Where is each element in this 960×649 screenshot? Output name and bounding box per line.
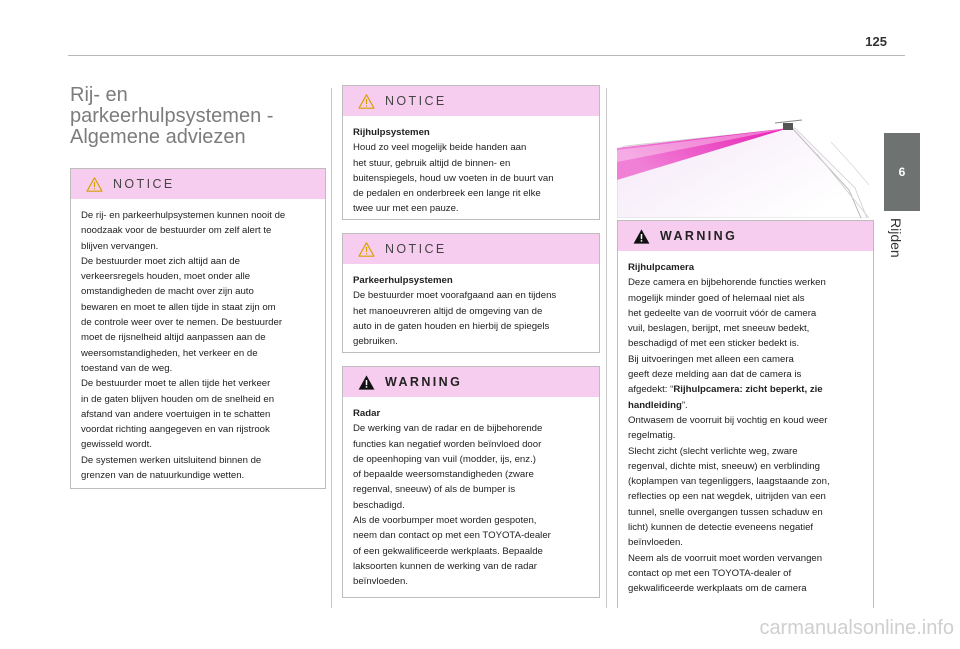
warning-title: Rijhulpcamera — [628, 262, 695, 273]
warning-line: geeft deze melding aan dat de camera is — [628, 369, 802, 381]
chapter-title: Rijden — [888, 218, 904, 258]
warning-line: Slecht zicht (slecht verlichte weg, zware — [628, 445, 798, 457]
warning-triangle-icon — [358, 375, 375, 390]
notice-body — [343, 116, 599, 223]
warning-label: WARNING — [660, 229, 738, 243]
warning-line: Deze camera en bijbehorende functies werken — [628, 277, 826, 289]
notice-line: De bestuurder moet voorafgaand aan en tijdens — [353, 290, 557, 302]
heading-line: parkeerhulpsystemen - — [70, 105, 274, 127]
notice-line: toestand van de weg. — [81, 362, 173, 374]
notice-line: omstandigheden de macht over zijn auto — [81, 286, 254, 298]
notice-line: De bestuurder moet te allen tijde het verkeer — [81, 378, 271, 390]
warning-label: WARNING — [385, 375, 463, 389]
notice-body — [343, 264, 599, 355]
notice-label: NOTICE — [385, 242, 447, 256]
warning-line: licht) kunnen de detectie eveneens negatief — [628, 522, 814, 534]
warning-line: vuil, beslagen, berijpt, met sneeuw bedekt, — [628, 323, 810, 335]
warning-line: Als de voorbumper moet worden gespoten, — [353, 515, 537, 527]
notice-line: twee uur met een pauze. — [353, 203, 459, 215]
notice-body — [71, 199, 325, 489]
notice-line: auto in de gaten houden en hierbij de spiegels — [353, 320, 550, 332]
notice-line: grenzen van de natuurkundige wetten. — [81, 470, 245, 482]
warning-line: (koplampen van tegenliggers, laagstaande zon, — [628, 476, 830, 488]
notice-line: voordat richting aangegeven en van rijstrook — [81, 424, 270, 436]
notice-header — [71, 169, 325, 199]
notice-title: Rijhulpsystemen — [353, 127, 430, 138]
warning-line: of een gekwalificeerde werkplaats. Bepaalde — [353, 545, 543, 557]
notice-line: buitenspiegels, houd uw voeten in de buurt van — [353, 172, 554, 184]
notice-box-rijhulp — [342, 85, 600, 220]
warning-triangle-icon — [633, 229, 650, 244]
column-divider — [606, 88, 607, 608]
notice-line: Houd zo veel mogelijk beide handen aan — [353, 142, 527, 154]
page-number: 125 — [865, 34, 887, 49]
warning-line: Ontwasem de voorruit bij vochtig en koud weer — [628, 414, 828, 426]
warning-line: handleiding”. — [628, 399, 688, 411]
warning-line: afgedekt: “Rijhulpcamera: zicht beperkt, zie — [628, 384, 823, 396]
warning-line: Bij uitvoeringen met alleen een camera — [628, 353, 794, 365]
notice-line: De rij- en parkeerhulpsystemen kunnen nooit de — [81, 210, 286, 221]
warning-line: gekwalificeerde werkplaats om de camera — [628, 583, 807, 595]
warning-box-radar — [342, 366, 600, 598]
warning-line: of bepaalde weersomstandigheden (zware — [353, 469, 534, 481]
chapter-tab[interactable]: 6 — [884, 133, 920, 211]
display-message: handleiding — [628, 399, 682, 411]
warning-line: laksoorten kunnen de werking van de radar — [353, 560, 537, 572]
watermark: carmanualsonline.info — [759, 617, 954, 639]
notice-label: NOTICE — [113, 177, 175, 191]
notice-line: de controle weer over te nemen. De bestuurder — [81, 317, 283, 329]
windscreen-camera-illustration — [617, 110, 870, 218]
notice-line: moet de rijsnelheid altijd aanpassen aan de — [81, 332, 266, 344]
notice-label: NOTICE — [385, 94, 447, 108]
warning-header — [343, 367, 599, 397]
warning-line: neem dan contact op met een TOYOTA-dealer — [353, 530, 551, 542]
notice-line: De bestuurder moet zich altijd aan de — [81, 255, 240, 267]
heading-line: Algemene adviezen — [70, 126, 246, 148]
warning-line: regelmatig. — [628, 430, 676, 442]
notice-line: de pedalen en onderbreek een lange rit elke — [353, 188, 541, 200]
notice-line: het stuur, gebruik altijd de binnen- en — [353, 157, 511, 169]
notice-line: blijven vervangen. — [81, 240, 159, 252]
notice-box-general — [70, 168, 326, 489]
notice-line: gewisseld wordt. — [81, 439, 152, 451]
section-heading — [70, 85, 320, 148]
notice-header — [343, 86, 599, 116]
top-divider — [68, 55, 905, 56]
warning-line: Neem als de voorruit moet worden vervangen — [628, 552, 823, 564]
notice-line: De systemen werken uitsluitend binnen de — [81, 454, 262, 466]
warning-line: mogelijk minder goed of helemaal niet als — [628, 292, 805, 304]
display-message: Rijhulpcamera: zicht beperkt, zie — [673, 384, 823, 396]
notice-line: weersomstandigheden, het verkeer en de — [81, 347, 258, 359]
heading-line: Rij- en — [70, 84, 128, 106]
warning-header — [618, 221, 873, 251]
warning-line: de opeenhoping van vuil (modder, ijs, enz.) — [353, 453, 536, 465]
notice-warning-triangle-icon — [358, 242, 375, 257]
warning-title: Radar — [353, 408, 381, 419]
notice-line: noodzaak voor de bestuurder om zelf alert te — [81, 225, 272, 237]
warning-line: beïnvloeden. — [628, 537, 683, 549]
notice-header — [343, 234, 599, 264]
warning-line: reflecties op een nat wegdek, uitrijden van een — [628, 491, 826, 503]
column-divider — [331, 88, 332, 608]
notice-line: afstand van andere voertuigen in te schatten — [81, 408, 271, 420]
warning-line: regenval, sneeuw) of als de bumper is — [353, 484, 516, 496]
warning-body — [343, 397, 599, 596]
warning-line: tunnel, snelle overgangen tussen schaduw en — [628, 506, 823, 518]
camera-icon — [783, 123, 793, 130]
warning-line: regenval, dichte mist, sneeuw) en verblinding — [628, 460, 820, 472]
warning-line: beschadigd. — [353, 499, 405, 511]
notice-title: Parkeerhulpsystemen — [353, 275, 453, 286]
warning-line: beschadigd of met een sticker bedekt is. — [628, 338, 800, 350]
notice-box-parkeer — [342, 233, 600, 353]
notice-line: gebruiken. — [353, 336, 398, 348]
notice-warning-triangle-icon — [358, 94, 375, 109]
notice-warning-triangle-icon — [86, 177, 103, 192]
notice-line: bewaren en moet te allen tijde in staat zijn om — [81, 301, 276, 313]
warning-line: contact op met een TOYOTA-dealer of — [628, 567, 792, 579]
notice-line: in de gaten blijven houden om de snelheid en — [81, 393, 275, 405]
warning-box-camera — [617, 220, 874, 608]
notice-line: verkeersregels houden, moet onder alle — [81, 271, 251, 283]
warning-body — [618, 251, 873, 603]
warning-line: De werking van de radar en de bijbehorende — [353, 423, 543, 435]
warning-line: functies kan negatief worden beïnvloed door — [353, 438, 542, 450]
warning-line: het gedeelte van de voorruit vóór de camera — [628, 307, 817, 319]
notice-line: het manoeuvreren altijd de omgeving van de — [353, 305, 543, 317]
warning-line: beïnvloeden. — [353, 576, 408, 588]
